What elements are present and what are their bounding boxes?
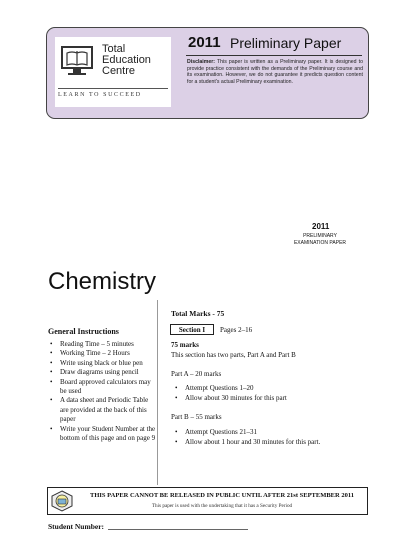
corner-label-line1: PRELIMINARY bbox=[303, 233, 337, 239]
instruction-item: • Draw diagrams using pencil bbox=[48, 368, 156, 377]
subject-title: Chemistry bbox=[48, 268, 157, 295]
section-description: This section has two parts, Part A and Part B bbox=[171, 351, 296, 359]
logo-tagline: LEARN TO SUCCEED bbox=[58, 92, 142, 98]
instruction-item: • Board approved calculators may be used bbox=[48, 378, 156, 397]
general-instructions-title: General Instructions bbox=[48, 327, 119, 336]
instruction-item: • Working Time – 2 Hours bbox=[48, 349, 156, 358]
disclaimer-label: Disclaimer: bbox=[187, 59, 215, 65]
logo-name-line2: Education bbox=[102, 54, 151, 66]
corner-label-line2: EXAMINATION PAPER bbox=[293, 240, 347, 246]
logo-name-line1: Total bbox=[102, 43, 126, 55]
instruction-item: • A data sheet and Periodic Table are provided at the back of this paper bbox=[48, 396, 156, 424]
monitor-logo-icon bbox=[59, 45, 99, 79]
paper-title: Preliminary Paper bbox=[230, 35, 342, 51]
section-pages: Pages 2–16 bbox=[220, 326, 253, 334]
security-notice: This paper is used with the undertaking that it has a Security Period bbox=[151, 503, 293, 509]
disclaimer-text: This paper is written as a Preliminary paper. It is designed to provide practice consistent with the demands of the Preliminary course and its examination. However, we do not guarantee it predicts question content for a student's actual Preliminary examination. bbox=[187, 59, 363, 85]
banner-divider bbox=[186, 55, 362, 56]
corner-label bbox=[280, 233, 360, 247]
section-marks: 75 marks bbox=[171, 341, 199, 349]
release-notice: THIS PAPER CANNOT BE RELEASED IN PUBLIC UNTIL AFTER 21st SEPTEMBER 2011 bbox=[90, 492, 354, 499]
part-a-item: • Attempt Questions 1–20 bbox=[171, 383, 361, 393]
instruction-item: • Write using black or blue pen bbox=[48, 359, 156, 368]
part-a-item: • Allow about 30 minutes for this part bbox=[171, 393, 361, 403]
logo-divider bbox=[58, 88, 168, 89]
part-b-item: • Allow about 1 hour and 30 minutes for this part. bbox=[171, 437, 361, 447]
instruction-item: • Write your Student Number at the bottom of this page and on page 9 bbox=[48, 425, 156, 444]
total-marks: Total Marks - 75 bbox=[171, 309, 225, 318]
part-a-list bbox=[171, 383, 361, 403]
part-a-title: Part A – 20 marks bbox=[171, 370, 222, 378]
security-badge-icon bbox=[51, 490, 73, 512]
part-b-title: Part B – 55 marks bbox=[171, 413, 222, 421]
column-divider bbox=[157, 300, 158, 485]
general-instructions-list bbox=[48, 340, 156, 443]
corner-year: 2011 bbox=[312, 222, 330, 231]
logo-name bbox=[102, 44, 172, 77]
logo-name-line3: Centre bbox=[102, 65, 136, 77]
student-number-field[interactable] bbox=[108, 529, 248, 530]
paper-year: 2011 bbox=[188, 34, 221, 51]
instruction-item: • Reading Time – 5 minutes bbox=[48, 340, 156, 349]
section-label: Section I bbox=[170, 324, 214, 335]
part-b-list bbox=[171, 427, 361, 447]
part-b-item: • Attempt Questions 21–31 bbox=[171, 427, 361, 437]
disclaimer bbox=[187, 59, 363, 85]
student-number-label: Student Number: bbox=[48, 522, 105, 531]
